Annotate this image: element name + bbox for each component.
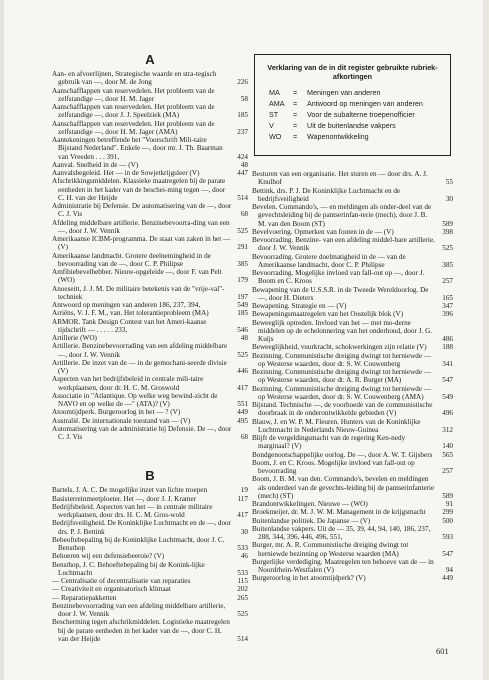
entry-page-ref: 396 <box>442 310 453 319</box>
entry-page-ref: 55 <box>445 178 453 187</box>
entry-page-ref: 341 <box>442 359 453 368</box>
index-entry <box>252 508 453 516</box>
index-entry <box>52 375 248 392</box>
entry-text: Aantekeningen betreffende het "Voorschrift Mili-taire Bijstand Nederland". Enkele —, door mr. J. Th. Baarman van Vreeden . . . 391, <box>52 136 223 161</box>
entry-page-ref: 417 <box>237 383 248 392</box>
index-entry <box>52 334 248 342</box>
entry-page-ref: 91 <box>445 500 453 508</box>
entry-page-ref: 226 <box>237 78 248 87</box>
index-entry <box>252 310 453 318</box>
index-entries-a <box>52 70 248 441</box>
index-entry <box>252 434 453 451</box>
entry-page-ref: 533 <box>237 568 248 577</box>
entry-page-ref: 593 <box>442 533 453 541</box>
index-entry <box>52 585 248 593</box>
legend-eq: = <box>293 88 298 97</box>
scan-edge-right <box>483 0 489 680</box>
legend-row <box>255 120 450 131</box>
entry-text: Brandontwikkelingen. Nieuwe — (WO) <box>252 500 368 508</box>
entry-page-ref: 446 <box>237 367 248 375</box>
entry-text: Artillerie. De inzet van de — in de gemochani-seerde divisie (V) <box>52 358 227 375</box>
entry-text: Beweeglijk optreden. Invloed van het — met mo-derne middelen op de echelonnering van het onderhoud, door J. G. Kuijs <box>252 318 433 343</box>
entry-page-ref: 533 <box>237 544 248 552</box>
index-entry <box>252 401 453 418</box>
legend-abbr: WO <box>269 132 282 141</box>
entry-page-ref: 48 <box>240 334 248 342</box>
index-entry <box>52 103 248 120</box>
entry-page-ref: 58 <box>240 94 248 103</box>
index-entry <box>252 302 453 310</box>
entry-text: Blijft de vergeldingsmacht van de regering Ken-nedy marginaal? (V) <box>252 434 406 451</box>
entry-page-ref: 514 <box>237 634 248 643</box>
legend-abbr: V <box>269 121 274 130</box>
entry-page-ref: 68 <box>240 210 248 219</box>
legend-meaning: Uit de buitenlandse vakpers <box>307 121 396 130</box>
index-entry <box>252 352 453 369</box>
index-entry <box>52 161 248 169</box>
entry-page-ref: 385 <box>237 259 248 268</box>
entry-page-ref: 549 <box>237 301 248 309</box>
entry-page-ref: 115 <box>237 577 248 585</box>
entry-text: Bevoorrading. Mogelijke invloed van fall-out op —, door J. Boom en C. Kroos <box>252 269 425 286</box>
entry-page-ref: 546 <box>237 325 248 334</box>
entry-text: Boom, J. B. M. van den. Commando's, bevelen en meldingen als onderdeel van de gevechts-leiding bij de pantserinfanterie (mech) (ST) <box>252 475 435 500</box>
index-entry <box>52 594 248 602</box>
entry-text: Blauw, J. en W. P. M. Fleuren. Hunters van de Koninklijke Luchtmacht in Nederlands Nieuw-Guinea <box>252 417 421 434</box>
index-entry <box>252 451 453 459</box>
entry-text: Buitenlandse politiek. De Japanse — (V) <box>252 516 371 525</box>
index-entry <box>52 70 248 87</box>
entry-page-ref: 447 <box>237 169 248 177</box>
entry-text: Amfibiebevelhebber. Nieuw-opgeleide —, door F. van Pelt (WO) <box>52 268 222 285</box>
index-entries-right <box>252 170 453 583</box>
entry-page-ref: 525 <box>442 244 453 253</box>
entry-text: — Centralisatie of decentralisatie van reparaties <box>52 577 191 585</box>
entry-page-ref: 525 <box>237 226 248 235</box>
index-entry <box>52 425 248 442</box>
entry-page-ref: 417 <box>237 511 248 519</box>
entry-text: Buitenlandse vakpers. Uit de — 35, 39, 44, 94, 140, 186, 237, 288, 344, 396, 446, 496, 551, <box>252 524 431 541</box>
entry-text: Aanschafflappen van reservedelen. Het probleem van de zelfstandige —, door H. M. Jager <box>52 86 215 103</box>
entry-text: Bedrijfsveiligheid. De Koninklijke Luchtmacht en de —, door drs. P. J. Bettink <box>52 519 232 536</box>
index-column-left <box>52 53 248 643</box>
entry-page-ref: 185 <box>237 111 248 120</box>
entry-page-ref: 398 <box>442 227 453 236</box>
entry-page-ref: 202 <box>237 585 248 594</box>
entry-text: Bevoorrading. Grotere doelmatigheid in de — van de Amerikaanse landmacht, door C. P. Philipse <box>252 252 406 269</box>
entry-page-ref: 547 <box>442 549 453 558</box>
index-entry <box>252 253 453 270</box>
scan-edge-left <box>0 0 4 680</box>
entry-text: Broekmeijer, dr. M. J. W. M. Management in de krijgsmacht <box>252 508 426 517</box>
index-entry <box>52 136 248 161</box>
entry-text: Amerikaanse ICBM-programma. De staat van zaken in het — (V) <box>52 235 231 252</box>
index-entry <box>252 203 453 228</box>
entry-page-ref: 68 <box>240 433 248 441</box>
entry-text: Bevoorrading. Benzine- van een afdeling middel-bare artillerie, door J. W. Vennik <box>252 236 435 253</box>
index-entry <box>252 517 453 525</box>
legend-abbr: MA <box>269 88 280 97</box>
legend-abbr: ST <box>269 110 279 119</box>
entry-text: Bebeoftebepaling bij de Koninklijke Luchtmacht, door J. C. Bensthop <box>52 535 225 552</box>
entry-text: — Creativiteit en organisatorisch klimaat <box>52 585 171 594</box>
index-entry <box>52 503 248 520</box>
entry-page-ref: 449 <box>237 408 248 417</box>
entry-text: Bewapening van de U.S.S.R. in de Tweede Wereldoorlog. De —, door H. Dieters <box>252 285 429 302</box>
index-entry <box>52 268 248 285</box>
index-entry <box>252 228 453 236</box>
entry-text: Afschrikkingsmiddelen. Klassieke maatregelen bij de parate eenheden in het kader van de beschei-ming tegen —, door C. H. van der Heijde <box>52 177 226 202</box>
entry-text: Behoeren wij een defensiebeeroie? (V) <box>52 552 165 561</box>
legend-eq: = <box>293 132 298 141</box>
index-entry <box>252 558 453 575</box>
index-entry <box>52 177 248 202</box>
index-entry <box>52 602 248 619</box>
legend-row <box>255 98 450 109</box>
entry-page-ref: 424 <box>237 152 248 161</box>
index-entry <box>252 475 453 500</box>
entry-text: Burger, mr. A. R. Communistische dreiging dwingt tot herniewde bezinning op Westerse waarden (MA) <box>252 541 409 558</box>
entry-page-ref: 496 <box>442 409 453 418</box>
index-entry <box>252 286 453 303</box>
legend-rows <box>255 87 450 142</box>
index-entry <box>252 343 453 351</box>
entry-page-ref: 500 <box>442 516 453 525</box>
legend-row <box>255 131 450 142</box>
index-entry <box>52 495 248 503</box>
entry-page-ref: 565 <box>442 450 453 459</box>
entry-page-ref: 257 <box>442 467 453 475</box>
entry-page-ref: 385 <box>442 260 453 269</box>
entry-page-ref: 551 <box>237 400 248 408</box>
entry-page-ref: 589 <box>442 219 453 228</box>
index-entry <box>52 202 248 219</box>
index-entry <box>252 170 453 187</box>
entry-text: Anoeseitt, J. J. M. De militaire betekenis van de "vrije-val"-techniek <box>52 284 225 301</box>
index-entry <box>52 235 248 252</box>
entry-page-ref: 237 <box>237 127 248 136</box>
entry-text: Burgerlijke verdediging. Maatregelen ten behoeve van de — in Noordrhein-Westfalen (V) <box>252 557 434 574</box>
entry-page-ref: 30 <box>445 194 453 203</box>
entry-page-ref: 514 <box>237 193 248 202</box>
entry-text: Bewapening. Strategie en — (V) <box>252 302 347 310</box>
index-entry <box>52 87 248 104</box>
abbreviation-legend <box>254 54 451 156</box>
section-gap <box>52 441 248 469</box>
entry-page-ref: 525 <box>237 610 248 618</box>
index-entry <box>52 392 248 409</box>
entry-text: Bartels, J. A. C. De mogelijke inzet van lichte troepen <box>52 486 208 495</box>
entry-page-ref: 94 <box>445 566 453 574</box>
index-entry <box>52 285 248 302</box>
entry-page-ref: 140 <box>442 442 453 451</box>
index-entry <box>52 252 248 269</box>
index-entry <box>252 418 453 435</box>
legend-row <box>255 109 450 120</box>
index-entry <box>52 359 248 376</box>
entry-text: Bedrijfsbeleid. Aspecten van het — in centrale militaire werkplaatsen, door drs. H. C. M. Gros-wold <box>52 502 213 519</box>
entry-page-ref: 30 <box>240 527 248 536</box>
index-entry <box>52 552 248 560</box>
index-entry <box>52 417 248 425</box>
legend-row <box>255 87 450 98</box>
legend-meaning: Antwoord op meningen van anderen <box>307 99 423 108</box>
entry-text: Boom, J. en C. Kroos. Mogelijke invloed van fall-out op bevoorrading <box>252 458 415 475</box>
entry-text: Bezinning. Communistische dreiging dwingt tot herniewde — op Westerse waarden, door dr. S. W. Couwenberg <box>252 351 432 368</box>
entry-text: Bettink, drs. P. J. De Koninklijke Luchtmacht en de bedrijfsveiligheid <box>252 186 401 203</box>
entry-text: Aanvalsbegeleid. Het — in de Sowjetkrijgsleer (V) <box>52 169 200 177</box>
legend-title: Verklaring van de in dit register gebruikte rubriek-afkortingen <box>267 63 438 81</box>
index-entry <box>52 309 248 317</box>
entry-text: Benzinebevoorrading van een afdeling middelbare artillerie, door J. W. Vennik <box>52 601 226 618</box>
index-entry <box>52 169 248 177</box>
entry-page-ref: 547 <box>442 376 453 385</box>
entry-page-ref: 525 <box>237 350 248 359</box>
entry-page-ref: 299 <box>442 508 453 517</box>
entry-text: Bezinning. Communistische dreiging dwingt tot herniewde — op Westerse waarden, door dr. A. R. Burger (MA) <box>252 368 432 385</box>
entry-text: Automatisering van de administratie bij Defensie. De —, door C. J. Vis <box>52 424 232 441</box>
page-number: 601 <box>436 646 449 656</box>
entry-text: Associatie in "Atlantique. Op welke weg bewind-zicht de NAVO en op welke de —" (ATA)? (V) <box>52 391 218 408</box>
entry-page-ref: 312 <box>442 425 453 434</box>
entry-text: Basisterreinmeetploeter. Het —, door J. J. Kramer <box>52 494 197 503</box>
entry-text: Bewapeningsmaatregelen van het Oostelijk blok (V) <box>252 310 404 319</box>
entry-text: Australië. De internationale toestand van — (V) <box>52 416 191 425</box>
index-entry <box>252 187 453 204</box>
entry-page-ref: 347 <box>442 302 453 310</box>
index-entry <box>52 519 248 536</box>
index-entry <box>52 577 248 585</box>
index-entry <box>52 318 248 335</box>
entry-text: Amerikaanse landmacht. Grotere deelnemingheid in de bevoorrading van de —, door C. P. Philipse <box>52 251 211 268</box>
entry-page-ref: 46 <box>240 552 248 561</box>
index-entry <box>252 269 453 286</box>
section-letter-b: B <box>145 468 155 484</box>
entry-text: Artillerie (WO) <box>52 334 97 342</box>
entry-text: Bevelvoering. Opmerken van fouten in de — (V) <box>252 227 394 236</box>
index-entry <box>52 120 248 137</box>
index-entries-b <box>52 486 248 643</box>
legend-meaning: Wapenontwikkeling <box>307 132 369 141</box>
entry-text: Aanschafflappen van reservedelen. Het probleem van de zelfstandige —, door J. J. Speelziek (MA) <box>52 103 215 120</box>
entry-text: Atoomtijdperk. Burgeroorlog in het — ? (V) <box>52 408 181 417</box>
index-entry <box>52 618 248 643</box>
legend-eq: = <box>293 121 298 130</box>
section-letter-a: A <box>145 52 155 67</box>
entry-text: Administratie bij Defensie. De automatisering van de —, door C. J. Vis <box>52 202 232 219</box>
index-entry <box>52 486 248 494</box>
entry-page-ref: 117 <box>237 494 248 503</box>
index-entry <box>252 319 453 344</box>
entry-page-ref: 179 <box>237 276 248 285</box>
entry-text: Burgeroorlog in het atoomtijdperk? (V) <box>252 574 366 583</box>
index-entry <box>52 561 248 578</box>
legend-meaning: Voor de subalterne troepenofficier <box>307 110 415 119</box>
index-column-right <box>252 170 453 583</box>
entry-page-ref: 486 <box>442 335 453 343</box>
entry-page-ref: 589 <box>442 491 453 500</box>
index-entry <box>252 236 453 253</box>
index-entry <box>252 541 453 558</box>
legend-meaning: Meningen van anderen <box>307 88 381 97</box>
entry-page-ref: 185 <box>237 309 248 318</box>
index-entry <box>52 536 248 553</box>
entry-page-ref: 188 <box>442 343 453 352</box>
entry-text: Artillerie. Benzinebevoorrading van een afdeling middelbare —, door J. W. Vennik <box>52 342 228 359</box>
legend-eq: = <box>293 99 298 108</box>
entry-page-ref: 48 <box>240 160 248 169</box>
index-entry <box>252 574 453 582</box>
entry-text: Bevelen. Commando's, — en meldingen als onder-deel van de gevechtsleiding bij de pantserinfan-terie (mech), door J. B. M. van den Boom (ST) <box>252 203 432 228</box>
index-entry <box>52 408 248 416</box>
entry-text: Bensthop, J. C. Behoeftebepaling bij de Konink-lijke Luchtmacht <box>52 560 205 577</box>
entry-page-ref: 291 <box>237 243 248 252</box>
entry-text: ARMOR. Tank Design Contest van het Ameri-kaanse tijdschrift — . . . . . 233, <box>52 317 207 334</box>
index-entry <box>252 385 453 402</box>
index-entry <box>252 459 453 476</box>
entry-text: Bijstand. Technische —, de voorhoede van de communistische doorbraak in de onderontwikkelde gebieden (V) <box>252 401 433 418</box>
index-entry <box>252 525 453 542</box>
index-entry <box>252 500 453 508</box>
entry-text: Antwoord op meningen van anderen 186, 237, 394, <box>52 301 201 309</box>
entry-text: Aan- en afvoerlijnen, Strategische waarde en stra-tegisch gebruik van —, door M. de Jong <box>52 70 217 87</box>
entry-text: Afdeling middelbare artillerie. Benzinebevoorra-ding van een —, door J. W. Vennik <box>52 218 230 235</box>
entry-page-ref: 19 <box>240 486 248 495</box>
index-entry <box>52 342 248 359</box>
entry-text: Bescherming tegen afschrikmiddelen. Logistieke maatregelen bij de parate eenheden in het kader van de —, door C. H. van der Heijde <box>52 618 230 643</box>
entry-text: — Reparatiepakketten <box>52 593 117 602</box>
entry-text: Besturen van een organisatie. Het sturen en — door drs. A. J. Knulhof <box>252 170 428 187</box>
entry-page-ref: 549 <box>442 392 453 401</box>
entry-page-ref: 495 <box>237 416 248 425</box>
entry-page-ref: 197 <box>237 292 248 301</box>
entry-page-ref: 165 <box>442 293 453 302</box>
legend-abbr: AMA <box>269 99 285 108</box>
entry-text: Arriëns, V. J. F. M., van. Het tolerantieprobleem (MA) <box>52 309 209 318</box>
index-entry <box>52 219 248 236</box>
entry-text: Bondgenootschappelijke oorlog. De —, door A. W. T. Gijsbers <box>252 450 433 459</box>
entry-page-ref: 449 <box>442 574 453 583</box>
entry-text: Aanschafflappen van reservedelen. Het probleem van de zelfstandige —, door H. M. Jager (AMA) <box>52 119 215 136</box>
entry-page-ref: 257 <box>442 277 453 286</box>
entry-text: Aspecten van het bedrijfsbeleid in centrale mili-taire werkplaatsen, door dr. H. C. M. Groswold <box>52 375 204 392</box>
entry-text: Beweeglijkheid, vuurkracht, schokwerkingen zijn relatie (V) <box>252 343 427 352</box>
index-entry <box>52 301 248 309</box>
entry-text: Aanval. Snelheid in de — (V) <box>52 160 139 169</box>
entry-text: Bezinning. Communistische dreiging dwingt tot herniewde — op Westerse waarden, door dr. S. W. Couwenberg (AMA) <box>252 384 432 401</box>
index-entry <box>252 368 453 385</box>
legend-eq: = <box>293 110 298 119</box>
entry-page-ref: 265 <box>237 593 248 602</box>
